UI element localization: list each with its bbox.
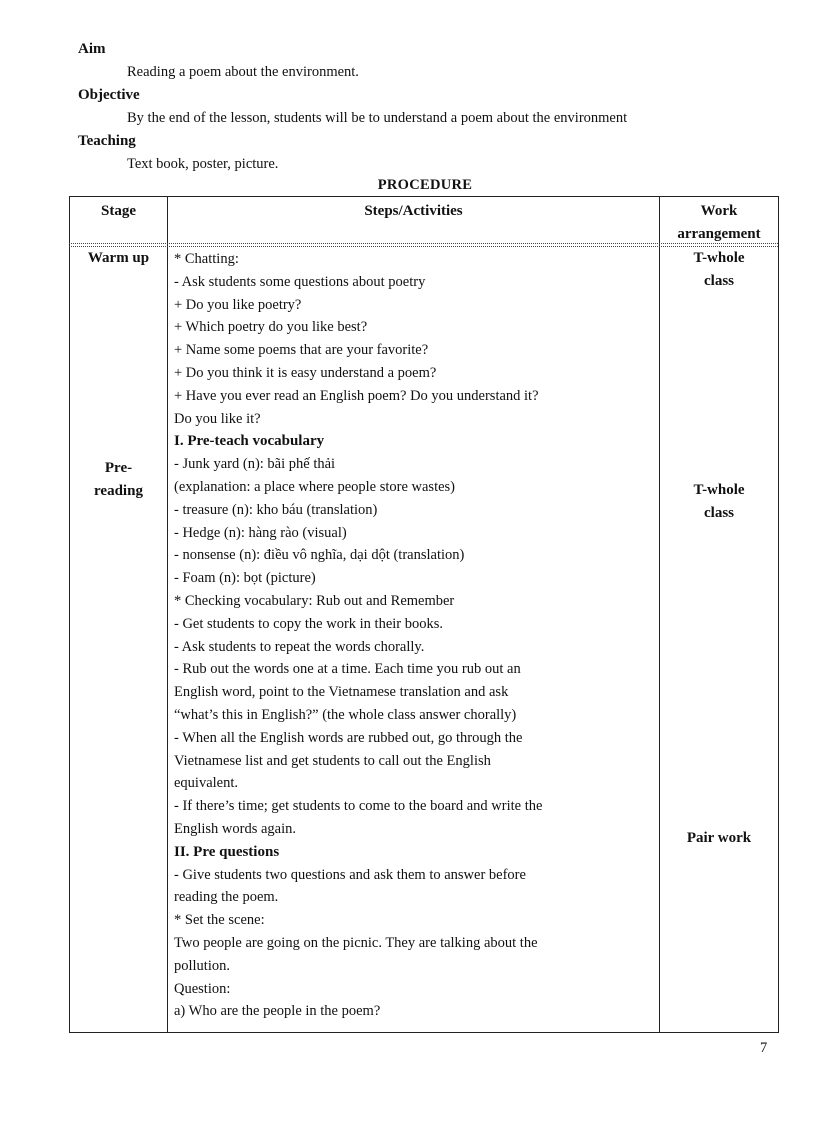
step-line: * Set the scene:: [174, 912, 265, 929]
work-vocabulary: [660, 479, 778, 525]
aim-text: Reading a poem about the environment.: [127, 64, 359, 80]
stage-pre-reading-line2: reading: [94, 483, 143, 499]
step-line: (explanation: a place where people store wastes): [174, 478, 456, 495]
step-line: - Ask students some questions about poetry: [174, 273, 426, 290]
step-line: + Which poetry do you like best?: [174, 319, 368, 336]
step-line: - Give students two questions and ask them to answer before: [174, 866, 526, 883]
step-line: * Checking vocabulary: Rub out and Remember: [174, 592, 455, 609]
work-warm-up-line2: class: [704, 273, 734, 289]
work-warm-up-line1: T-whole: [693, 250, 745, 266]
step-line: equivalent.: [174, 775, 239, 792]
header-stage: Stage: [101, 203, 136, 219]
table-bottom-border: [69, 1032, 779, 1033]
step-line: Vietnamese list and get students to call out the English: [174, 752, 491, 769]
step-line: - When all the English words are rubbed out, go through the: [174, 729, 523, 746]
stage-warm-up: Warm up: [87, 250, 150, 266]
step-line: - If there’s time; get students to come to the board and write the: [174, 798, 543, 815]
step-line: pollution.: [174, 957, 230, 974]
step-line: + Have you ever read an English poem? Do you understand it?: [174, 387, 539, 404]
table-top-border: [69, 196, 779, 197]
step-line: Do you like it?: [174, 410, 261, 427]
header-work: [660, 200, 778, 246]
aim-heading: Aim: [78, 41, 106, 57]
page-number: 7: [760, 1040, 768, 1056]
work-vocabulary-line1: T-whole: [693, 482, 745, 498]
work-vocabulary-line2: class: [704, 505, 734, 521]
step-line: - Junk yard (n): bãi phế thải: [174, 456, 336, 473]
header-work-line1: Work: [700, 203, 738, 219]
objective-text: By the end of the lesson, students will be to understand a poem about the environment: [127, 110, 628, 126]
procedure-title: PROCEDURE: [377, 177, 473, 193]
step-line: “what’s this in English?” (the whole class answer chorally): [174, 706, 517, 723]
step-line: + Name some poems that are your favorite?: [174, 342, 429, 359]
table-left-border: [69, 196, 70, 1033]
col-divider-2: [659, 196, 660, 1033]
teaching-text: Text book, poster, picture.: [127, 156, 279, 172]
step-line: - Rub out the words one at a time. Each time you rub out an: [174, 661, 521, 678]
step-line: + Do you like poetry?: [174, 296, 302, 313]
step-line: - treasure (n): kho báu (translation): [174, 501, 378, 518]
header-work-line2: arrangement: [677, 226, 761, 242]
steps-activities: [174, 248, 654, 1023]
teaching-heading: Teaching: [78, 133, 136, 149]
step-line: English word, point to the Vietnamese translation and ask: [174, 684, 509, 701]
work-warm-up: [660, 247, 778, 293]
step-line: * Chatting:: [174, 251, 239, 267]
step-line: English words again.: [174, 820, 297, 837]
step-line: - Hedge (n): hàng rào (visual): [174, 524, 347, 541]
step-line: + Do you think it is easy understand a poem?: [174, 364, 437, 381]
section-heading-pre-questions: II. Pre questions: [174, 843, 280, 860]
col-divider-1: [167, 196, 168, 1033]
step-line: Two people are going on the picnic. They are talking about the: [174, 934, 538, 951]
step-line: reading the poem.: [174, 889, 279, 906]
step-line: - Foam (n): bọt (picture): [174, 570, 316, 587]
table-right-border: [778, 196, 779, 1033]
stage-pre-reading: [70, 457, 167, 503]
step-line: Question:: [174, 980, 231, 997]
step-line: a) Who are the people in the poem?: [174, 1003, 381, 1020]
stage-pre-reading-line1: Pre-: [104, 460, 133, 476]
section-heading-vocabulary: I. Pre-teach vocabulary: [174, 433, 325, 450]
step-line: - Ask students to repeat the words chorally.: [174, 638, 425, 655]
work-pre-questions: Pair work: [686, 830, 752, 846]
header-steps: Steps/Activities: [364, 203, 463, 219]
step-line: - Get students to copy the work in their books.: [174, 615, 444, 632]
objective-heading: Objective: [78, 87, 140, 103]
step-line: - nonsense (n): điều vô nghĩa, dại dột (translation): [174, 547, 465, 564]
